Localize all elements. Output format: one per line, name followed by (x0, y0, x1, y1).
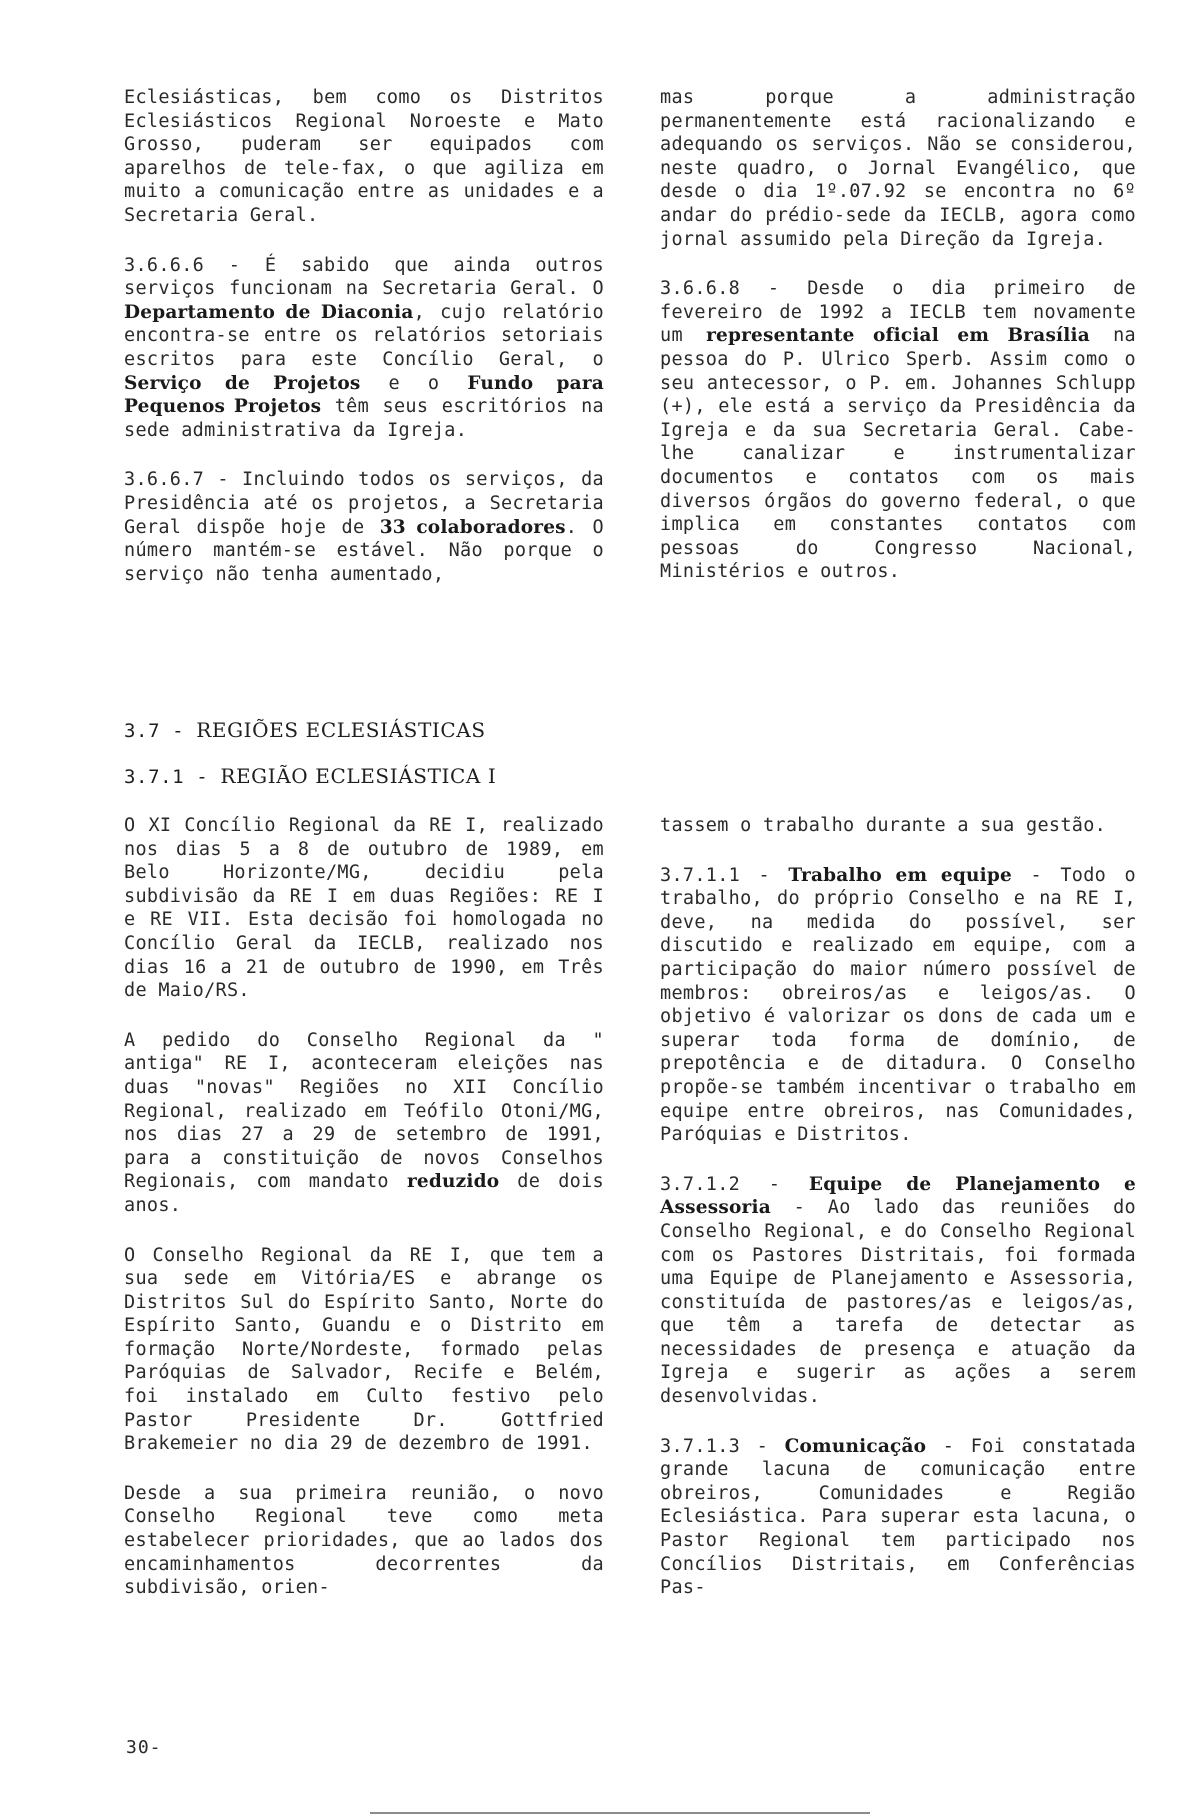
paragraph: tassem o trabalho durante a sua gestão. (660, 815, 1107, 836)
term-reduzido: reduzido (406, 1171, 500, 1193)
top-right-column (660, 86, 1136, 584)
page-number: 30- (126, 1737, 162, 1758)
top-left-column (124, 86, 604, 586)
term-departamento-diaconia: Departamento de Diaconia (124, 301, 414, 323)
term-trabalho-equipe: Trabalho em equipe (788, 864, 1013, 886)
section-heading-3-7: 3.7 - REGIÕES ECLESIÁSTICAS (124, 718, 486, 742)
paragraph: Eclesiásticas, bem como os Distritos Eclesiásticos Regional Noroeste e Mato Grosso, puderam ser equipados com aparelhos de tele-fax, o que agiliza em muito a comunicação entre as unidades e a Secretaria Geral. (124, 87, 604, 226)
paragraph-3-7-1-3: 3.7.1.3 - Comunicação - Foi constatada grande lacuna de comunicação entre obreiros, Comunidades e Região Eclesiástica. Para superar esta lacuna, o Pastor Regional tem participado nos Concílios Distritais, em Conferências Pas- (660, 1435, 1136, 1599)
paragraph: O XI Concílio Regional da RE I, realizado nos dias 5 a 8 de outubro de 1989, em Belo Horizonte/MG, decidiu pela subdivisão da RE I em duas Regiões: RE I e RE VII. Esta decisão foi homologada no Concílio Geral da IECLB, realizado nos dias 16 a 21 de outubro de 1990, em Três de Maio/RS. (124, 815, 604, 1002)
paragraph-3-6-6-6: 3.6.6.6 - É sabido que ainda outros serviços funcionam na Secretaria Geral. O Departamento de Diaconia, cujo relatório encontra-se entre os relatórios setoriais escritos para este Concílio Geral, o Serviço de Projetos e o Fundo para Pequenos Projetos têm seus escritórios na sede administrativa da Igreja. (124, 254, 604, 441)
paragraph-3-7-1-1: 3.7.1.1 - Trabalho em equipe - Todo o trabalho, do próprio Conselho e na RE I, deve, na medida do possível, ser discutido e realizado em equipe, com a participação do maior número possível de membros: obreiros/as e leigos/as. O objetivo é valorizar os dons de cada um e superar toda forma de domínio, de prepotência e de ditadura. O Conselho propõe-se também incentivar o trabalho em equipe entre obreiros, nas Comunidades, Paróquias e Distritos. (660, 864, 1136, 1146)
bottom-left-column (124, 814, 604, 1600)
section-heading-3-7-1: 3.7.1 - REGIÃO ECLESIÁSTICA I (124, 764, 497, 788)
paragraph: mas porque a administração permanentemente está racionalizando e adequando os serviços. Não se considerou, neste quadro, o Jornal Evangélico, que desde o dia 1º.07.92 se encontra no 6º andar do prédio-sede da IECLB, agora como jornal assumido pela Direção da Igreja. (660, 87, 1136, 250)
term-comunicacao: Comunicação (784, 1435, 927, 1457)
paragraph: A pedido do Conselho Regional da " antiga" RE I, aconteceram eleições nas duas "novas" Regiões no XII Concílio Regional, realizado em Teófilo Otoni/MG, nos dias 27 a 29 de setembro de 1991, para a constituição de novos Conselhos Regionais, com mandato reduzido de dois anos. (124, 1029, 604, 1216)
paragraph: O Conselho Regional da RE I, que tem a sua sede em Vitória/ES e abrange os Distritos Sul do Espírito Santo, Norte do Espírito Santo, Guandu e o Distrito em formação Norte/Nordeste, formado pelas Paróquias de Salvador, Recife e Belém, foi instalado em Culto festivo pelo Pastor Presidente Dr. Gottfried Brakemeier no dia 29 de dezembro de 1991. (124, 1244, 604, 1455)
term-representante-oficial: representante oficial em Brasília (706, 325, 1090, 347)
paragraph-3-6-6-7: 3.6.6.7 - Incluindo todos os serviços, da Presidência até os projetos, a Secretaria Geral dispõe hoje de 33 colaboradores. O número mantém-se estável. Não porque o serviço não tenha aumentado, (124, 469, 604, 585)
term-colaboradores: 33 colaboradores (379, 516, 566, 538)
paragraph: Desde a sua primeira reunião, o novo Conselho Regional teve como meta estabelecer prioridades, que ao lados dos encaminhamentos decorrentes da subdivisão, orien- (124, 1482, 604, 1599)
term-fundo-pequenos-projetos: Fundo para Pequenos Projetos (124, 372, 604, 418)
term-equipe-planejamento: Equipe de Planejamento e Assessoria (660, 1173, 1137, 1219)
bottom-rule (370, 1812, 870, 1814)
term-servico-projetos: Serviço de Projetos (124, 372, 361, 394)
paragraph-3-6-6-8: 3.6.6.8 - Desde o dia primeiro de fevereiro de 1992 a IECLB tem novamente um representante oficial em Brasília na pessoa do P. Ulrico Sperb. Assim como o seu antecessor, o P. em. Johannes Schlupp (+), ele está a serviço da Presidência da Igreja e da sua Secretaria Geral. Cabe-lhe canalizar e instrumentalizar documentos e contatos com os mais diversos órgãos do governo federal, o que implica em constantes contatos com pessoas do Congresso Nacional, Ministérios e outros. (660, 278, 1136, 583)
bottom-right-column (660, 814, 1136, 1600)
paragraph-3-7-1-2: 3.7.1.2 - Equipe de Planejamento e Assessoria - Ao lado das reuniões do Conselho Regional, e do Conselho Regional com os Pastores Distritais, foi formada uma Equipe de Planejamento e Assessoria, constituída de pastores/as e leigos/as, que têm a tarefa de detectar as necessidades de presença e atuação da Igreja e sugerir as ações a serem desenvolvidas. (660, 1173, 1137, 1408)
